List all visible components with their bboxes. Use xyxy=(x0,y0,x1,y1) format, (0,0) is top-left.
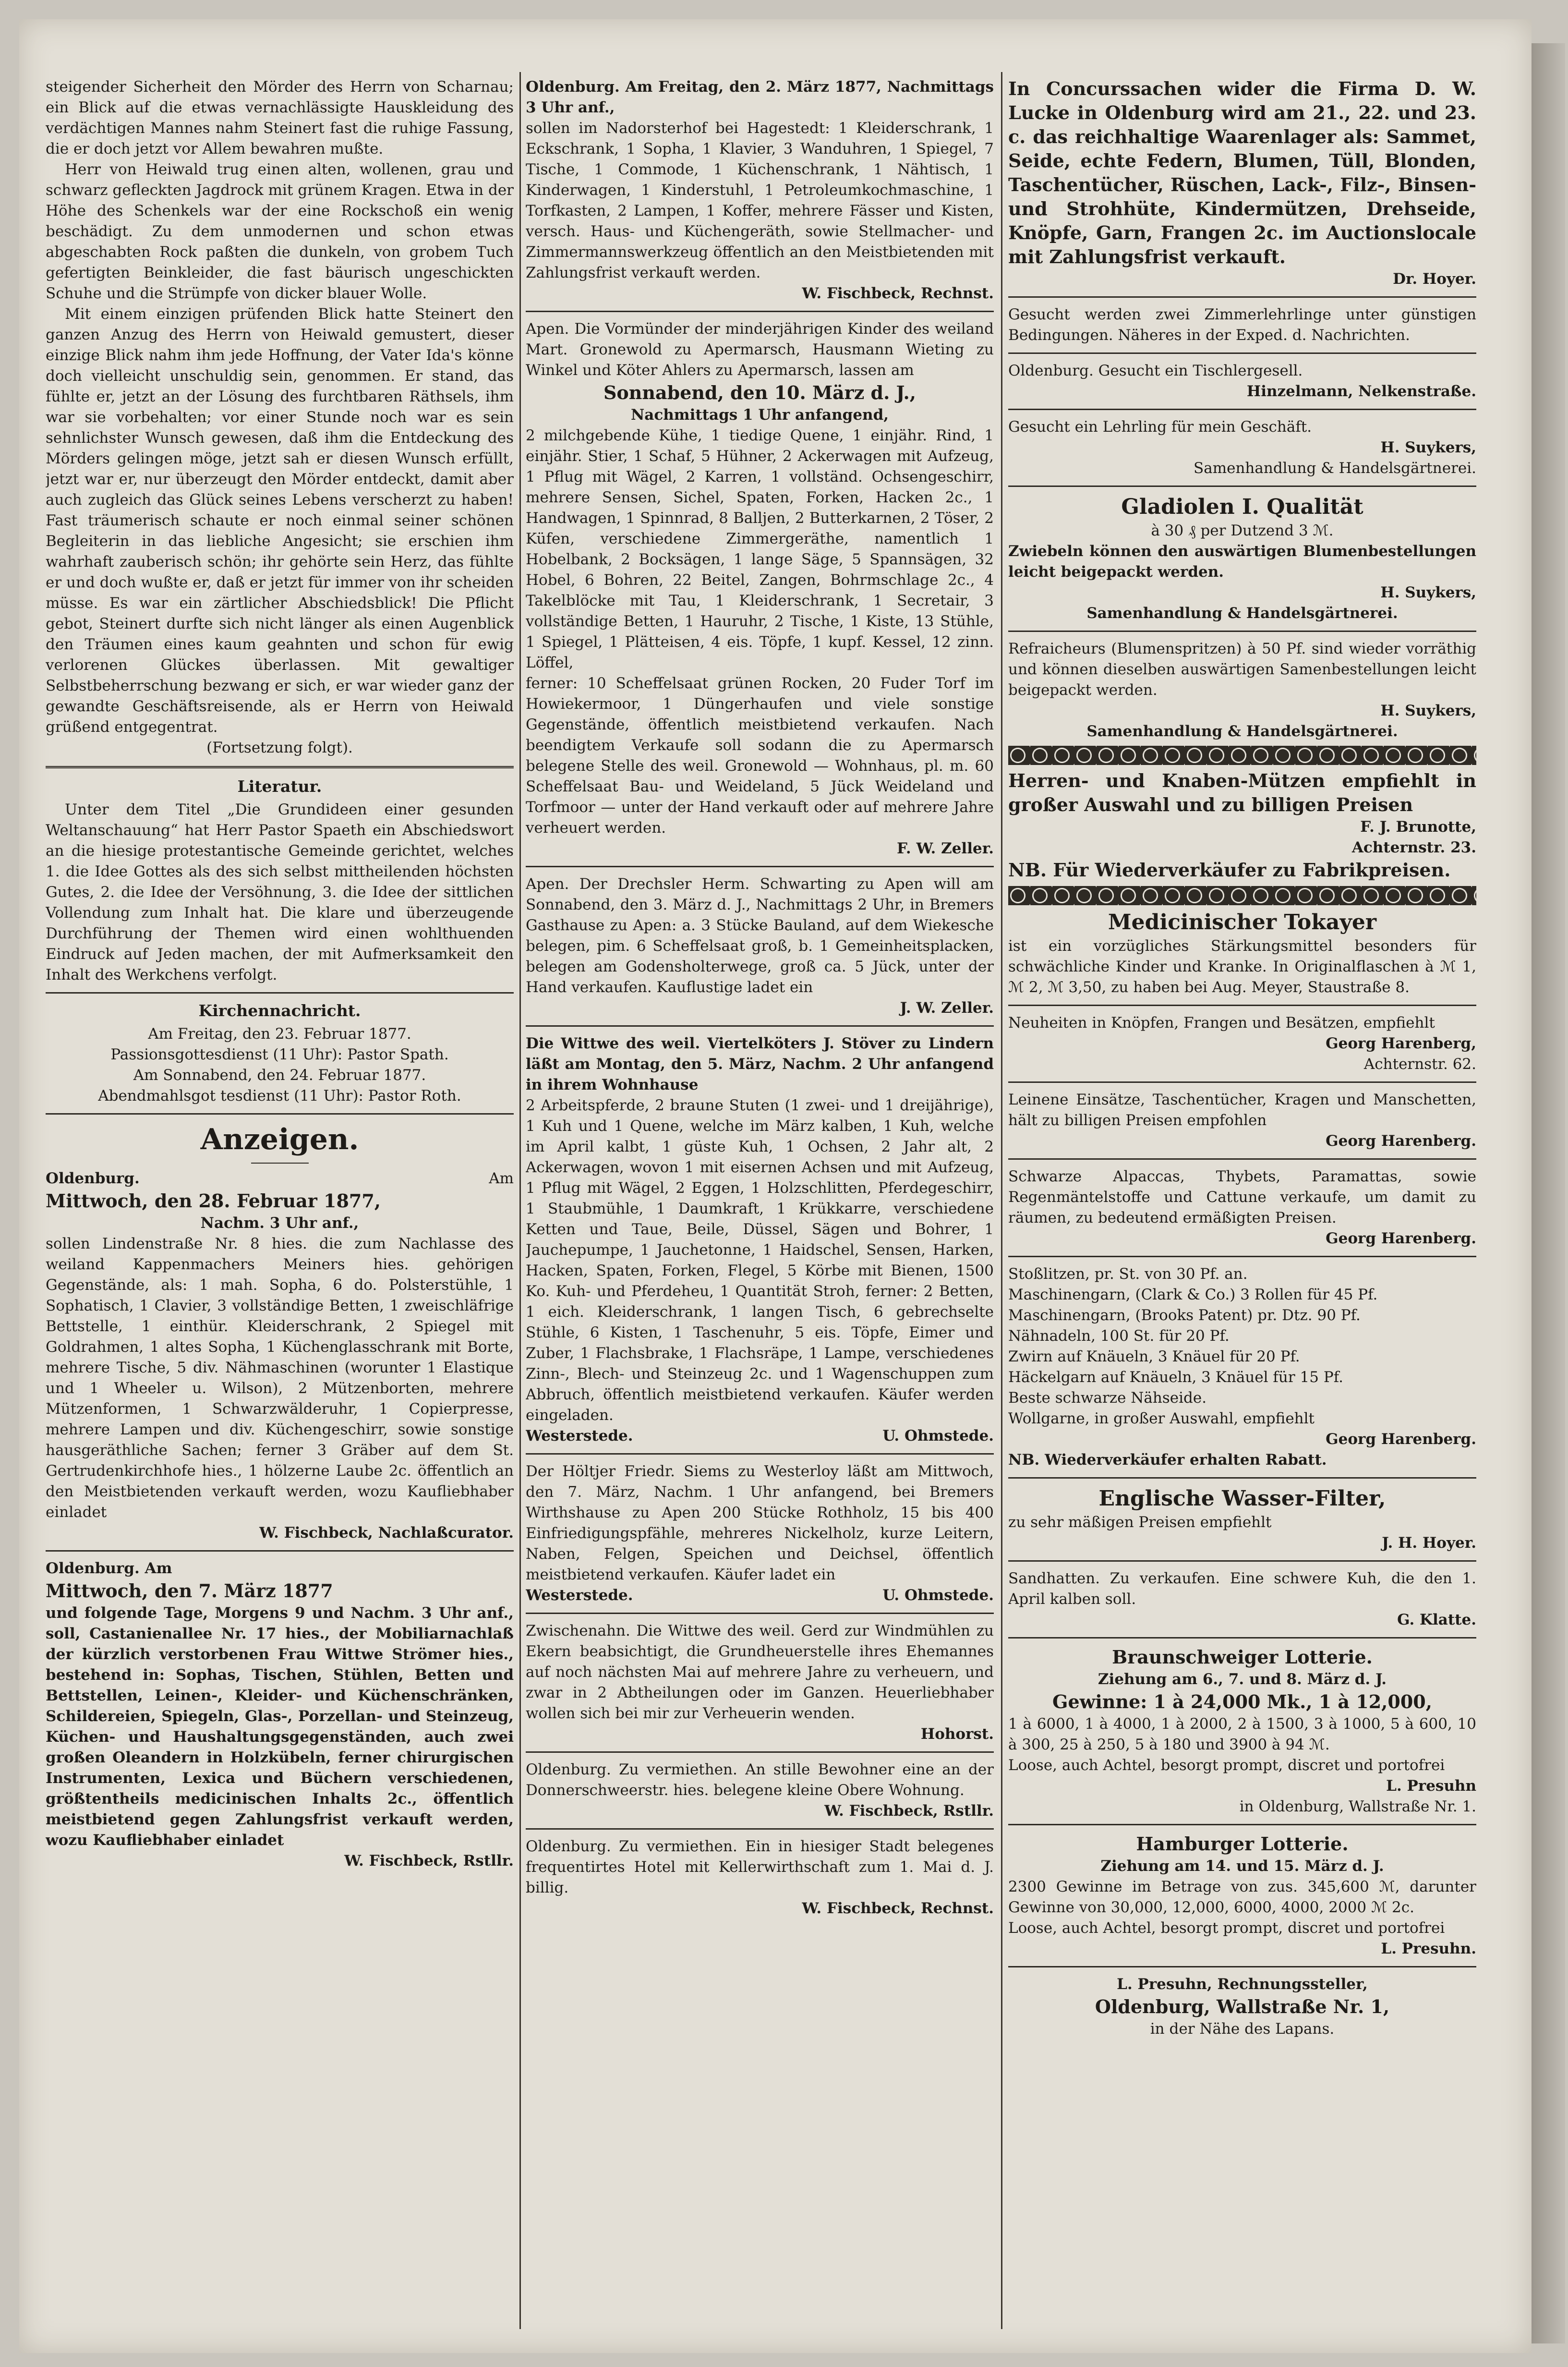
ad-text: Gesucht ein Lehrling für mein Geschäft. xyxy=(1008,418,1312,436)
lottery-heading: Ziehung am 6., 7. und 8. März d. J. xyxy=(1098,1671,1387,1688)
price-line: Maschinengarn, (Brooks Patent) pr. Dtz. 90 Pf. xyxy=(1008,1307,1361,1324)
ad-text: Oldenburg. Zu vermiethen. An stille Bewohner eine an der Donnerschweerstr. hies. belegene kleine Obere Wohnung. xyxy=(526,1761,994,1799)
column-2 xyxy=(526,77,994,2334)
ad-text: Sandhatten. Zu verkaufen. Eine schwere Kuh, die den 1. April kalben soll. xyxy=(1008,1570,1476,1608)
church-line: Am Freitag, den 23. Februar 1877. xyxy=(148,1025,411,1043)
divider xyxy=(1008,1158,1476,1160)
ad-text: Apen. Der Drechsler Herm. Schwarting zu Apen will am Sonnabend, den 3. März d. J., Nachmittags 2 Uhr, in Bremers Gasthause zu Apen: a. 3 Stücke Bauland, auf dem Wiekesche belegen, pim. 6 Scheffelsaat groß, b. 1 Gemeinheitsplacken, belegen am Godensholterwege, groß ca. 5 Jück, unter der Hand verkaufen. Kauflustige ladet ein xyxy=(526,875,994,996)
ad-place: Westerstede. xyxy=(526,1427,633,1444)
church-line: Passionsgottesdienst (11 Uhr): Pastor Spath. xyxy=(110,1046,449,1063)
divider xyxy=(526,1613,994,1614)
lottery-title: Hamburger Lotterie. xyxy=(1136,1833,1349,1855)
ad-text: sollen Lindenstraße Nr. 8 hies. die zum Nachlasse des weiland Kappenmachers Meiners hies. gehörigen Gegenstände, als: 1 mah. Sopha, 6 do. Polsterstühle, 1 Sophatisch, 1 Clavier, 3 vollständige Betten, 1 zweischläfrige Bettstelle, 1 einthür. Kleiderschrank, 2 Spiegel mit Goldrahmen, 1 altes Sopha, 1 Küchenglasschrank mit Borte, mehrere Tische, 5 div. Nähmaschinen (worunter 1 Elastique und 1 Wheeler u. Wilson), 2 Mützenborten, mehrere Mützenformen, 1 Schwarzwälderuhr, 1 Copierpresse, mehrere Lampen und div. Küchengeschirr, sowie sonstige hausgeräthliche Sachen; ferner 3 Gräber auf dem St. Gertrudenkirchhofe hies., 1 hölzerne Laube 2c. öffentlich an den Meistbietenden verkauft werden, wozu Kaufliebhaber einladet xyxy=(46,1235,514,1521)
divider xyxy=(1008,1637,1476,1639)
ad-title: Englische Wasser-Filter, xyxy=(1098,1486,1386,1511)
ad-footer xyxy=(526,1426,994,1446)
divider xyxy=(1008,409,1476,410)
church-line: Abendmahlsgot tesdienst (11 Uhr): Pastor Roth. xyxy=(98,1087,461,1105)
ad-text: Loose, auch Achtel, besorgt prompt, discret und portofrei xyxy=(1008,1757,1445,1774)
ad-signature: Dr. Hoyer. xyxy=(1393,270,1476,288)
ad-signature: U. Ohmstede. xyxy=(882,1587,994,1604)
ad-date: Mittwoch, den 28. Februar 1877, xyxy=(46,1190,381,1212)
ad-title: Medicinischer Tokayer xyxy=(1108,910,1377,935)
ad-place: Oldenburg. xyxy=(46,1170,140,1187)
ad-signature-line: in Oldenburg, Wallstraße Nr. 1. xyxy=(1239,1798,1476,1815)
ad-signature: J. W. Zeller. xyxy=(900,999,994,1017)
price-line: Beste schwarze Nähseide. xyxy=(1008,1389,1207,1407)
ad-date: Mittwoch, den 7. März 1877 xyxy=(46,1580,333,1602)
novel-paragraph: Mit einem einzigen prüfenden Blick hatte Steinert den ganzen Anzug des Herrn von Heiwald gemustert, dieser einzige Blick nahm ihm jede Hoffnung, der Vater Ida's könne doch vielleicht unschuldig sein, genommen. Er stand, das fühlte er, jetzt an der Lösung des furchtbaren Räthsels, ihm war sie vorbehalten; vor einer Stunde noch war es sein sehnlichster Wunsch gewesen, daß ihm die Entdeckung des Mörders gelingen möge, jetzt sah er diesen Wunsch erfüllt, jetzt war er, nur überzeugt den Mörder entdeckt, damit aber auch zugleich das Glück seines Lebens verscherzt zu haben! Fast träumerisch schaute er noch einmal seiner schönen Begleiterin in das liebliche Angesicht; sie erschien ihm wahrhaft zauberisch schön; ihr gehörte sein Herz, das fühlte er und doch wußte er, daß er jetzt für immer von ihr scheiden müsse. Es war ein zärtlicher Abschiedsblick! Die Pflicht gebot, Steinert durfte sich nicht länger als einen Augenblick den Träumen eines kaum geahnten und schon für ewig verlorenen Glückes überlassen. Mit gewaltiger Selbstbeherrschung bezwang er sich, er war wieder ganz der gewandte Geschäftsreisende, als er Herrn von Heiwald grüßend entgegentrat. xyxy=(46,305,514,736)
ad-signature: Georg Harenberg. xyxy=(1326,1230,1476,1247)
ad-text: 2 Arbeitspferde, 2 braune Stuten (1 zwei- und 1 dreijährige), 1 Kuh und 1 Quene, welche im März kalben, 1 Kuh, welche im April kalbt, 1 güste Kuh, 1 Ochsen, 2 Jahr alt, 2 Ackerwagen, wovon 1 mit eisernen Achsen und mit Aufzeug, 1 Pflug mit Wägel, 2 Eggen, 1 Holzschlitten, Pferdegeschirr, 1 Staubmühle, 1 Daumkraft, 1 Krükkarre, verschiedene Ketten und Taue, Beile, Düssel, Sägen und Bohrer, 1 Jauchepumpe, 1 Jauchetonne, 1 Haidschel, Sensen, Harken, Hacken, Spaten, Forken, Flegel, 5 Körbe mit Bienen, 1500 Ko. Kuh- und Pferdeheu, 1 Quantität Stroh, ferner: 2 Betten, 1 eich. Kleiderschrank, 1 langen Tisch, 6 gebrechselte Stühle, 6 Kisten, 1 Taschenuhr, 5 eis. Töpfe, Eimer und Zuber, 1 Flachsbrake, 1 Flachsräpe, 1 Lampe, verschiedenes Zinn-, Blech- und Steinzeug 2c. und 1 Wagenschuppen zum Abbruch, öffentlich meistbietend verkaufen. Käufer werden eingeladen. xyxy=(526,1097,994,1424)
ad-place-row xyxy=(46,1168,514,1189)
ad-signature: L. Presuhn. xyxy=(1381,1940,1476,1957)
ad-text: Zwiebeln können den auswärtigen Blumenbestellungen leicht beigepackt werden. xyxy=(1008,543,1476,581)
address-line: Oldenburg, Wallstraße Nr. 1, xyxy=(1095,1996,1390,2017)
ad-text: Refraicheurs (Blumenspritzen) à 50 Pf. sind wieder vorräthig und können dieselben auswärtigen Samenbestellungen leicht beigepackt werden. xyxy=(1008,640,1476,699)
column-1 xyxy=(46,77,514,2334)
ad-text: sollen im Nadorsterhof bei Hagestedt: 1 Kleiderschrank, 1 Eckschrank, 1 Sopha, 1 Klavier, 3 Wanduhren, 1 Spiegel, 7 Tische, 1 Commode, 1 Küchenschrank, 1 Nähtisch, 1 Kinderwagen, 1 Kinderstuhl, 1 Petroleumkochmaschine, 1 Torfkasten, 2 Lampen, 1 Koffer, mehrere Fässer und Kisten, versch. Haus- und Küchengeräth, sowie Stellmacher- und Zimmermannswerkzeug öffentlich an den Meistbietenden mit Zahlungsfrist verkauft werden. xyxy=(526,120,994,281)
address-line: L. Presuhn, Rechnungssteller, xyxy=(1117,1976,1368,1993)
ornament-border xyxy=(1008,886,1476,905)
address-line: in der Nähe des Lapans. xyxy=(1150,2020,1335,2038)
divider xyxy=(526,1025,994,1027)
ad-text: In Concurssachen wider die Firma D. W. Lucke in Oldenburg wird am 21., 22. und 23. c. das reichhaltige Waarenlager als: Sammet, Seide, echte Federn, Blumen, Tüll, Blonden, Taschentücher, Rüschen, Lack-, Filz-, Binsen- und Strohhüte, Kindermützen, Drehseide, Knöpfe, Garn, Frangen 2c. im Auctionslocale mit Zahlungsfrist verkauft. xyxy=(1008,78,1476,267)
ad-footer xyxy=(526,1585,994,1606)
price-line: Zwirn auf Knäueln, 3 Knäuel für 20 Pf. xyxy=(1008,1348,1300,1365)
divider xyxy=(526,1751,994,1753)
ad-place: Oldenburg. Am xyxy=(46,1560,172,1577)
ad-signature-line: Achternstr. 62. xyxy=(1363,1056,1476,1073)
lottery-title: Braunschweiger Lotterie. xyxy=(1112,1646,1373,1668)
column-rule xyxy=(519,72,521,2329)
divider xyxy=(1008,1560,1476,1562)
ad-am: Am xyxy=(489,1170,514,1187)
ad-signature: U. Ohmstede. xyxy=(882,1427,994,1444)
ad-signature: G. Klatte. xyxy=(1397,1611,1476,1628)
literature-heading: Literatur. xyxy=(237,777,322,796)
ad-text: 2 milchgebende Kühe, 1 tiedige Quene, 1 einjähr. Rind, 1 einjähr. Stier, 1 Schaf, 5 Hühner, 2 Ackerwagen mit Aufzeug, 1 Pflug mit Wägel, 2 Karren, 1 vollständ. Ochsengeschirr, mehrere Sensen, Sichel, Spaten, Forken, Hacken 2c., 1 Handwagen, 1 Spinnrad, 8 Balljen, 2 Butterkarnen, 2 Töser, 2 Küfen, verschiedene Zimmergeräthe, namentlich 1 Hobelbank, 2 Bocksägen, 1 lange Säge, 5 Spannsägen, 32 Hobel, 6 Bohren, 22 Beitel, Zangen, Bohrmschlage 2c., 4 Takelblöcke mit Tau, 1 Kleiderschrank, 1 Secretair, 3 vollständige Betten, 1 Hauruhr, 2 Tische, 1 Kiste, 13 Stühle, 1 Spiegel, 1 Plätteisen, 4 eis. Töpfe, 1 kupf. Kessel, 12 zinn. Löffel, xyxy=(526,427,994,671)
divider xyxy=(1008,296,1476,298)
divider xyxy=(46,1113,514,1115)
ad-text: Apen. Die Vormünder der minderjährigen Kinder des weiland Mart. Gronewold zu Apermarsch, Hausmann Wieting zu Winkel und Köter Ahlers zu Apermarsch, lassen am xyxy=(526,320,994,379)
ad-price: à 30 ₰ per Dutzend 3 ℳ. xyxy=(1151,522,1334,539)
divider xyxy=(1008,631,1476,632)
lottery-heading: Ziehung am 14. und 15. März d. J. xyxy=(1100,1857,1384,1875)
ad-signature: L. Presuhn xyxy=(1386,1777,1476,1795)
church-heading: Kirchennachricht. xyxy=(198,1001,361,1020)
ad-heading: Die Wittwe des weil. Viertelköters J. Stöver zu Lindern läßt am Montag, den 5. März, Nachm. 2 Uhr anfangend in ihrem Wohnhause xyxy=(526,1035,994,1093)
column-rule xyxy=(1001,72,1002,2329)
ad-title: Gladiolen I. Qualität xyxy=(1121,495,1363,519)
divider xyxy=(1008,1081,1476,1083)
ad-time: Nachm. 3 Uhr anf., xyxy=(200,1214,359,1232)
divider xyxy=(1008,1005,1476,1006)
ad-signature: W. Fischbeck, Rechnst. xyxy=(802,1900,994,1917)
divider xyxy=(1008,1824,1476,1825)
ad-signature: Hinzelmann, Nelkenstraße. xyxy=(1246,383,1476,400)
ad-note: NB. Für Wiederverkäufer zu Fabrikpreisen. xyxy=(1008,859,1451,881)
ad-signature: H. Suykers, xyxy=(1380,439,1476,456)
divider xyxy=(1008,352,1476,354)
church-line: Am Sonnabend, den 24. Februar 1877. xyxy=(133,1067,426,1084)
divider xyxy=(46,992,514,994)
ad-text: 2300 Gewinne im Betrage von zus. 345,600 ℳ, darunter Gewinne von 30,000, 12,000, 6000, 4000, 2000 ℳ 2c. xyxy=(1008,1878,1476,1916)
ad-signature: Georg Harenberg. xyxy=(1326,1132,1476,1150)
divider xyxy=(526,1453,994,1455)
ad-signature: W. Fischbeck, Nachlaßcurator. xyxy=(259,1524,514,1542)
divider xyxy=(526,1828,994,1830)
page-edge xyxy=(1532,43,1565,2343)
column-3 xyxy=(1008,77,1476,2334)
price-line: Häckelgarn auf Knäueln, 3 Knäuel für 15 Pf. xyxy=(1008,1369,1343,1386)
ad-signature: W. Fischbeck, Rechnst. xyxy=(802,285,994,302)
ad-signature: Georg Harenberg, xyxy=(1326,1035,1476,1052)
ornament-border xyxy=(1008,746,1476,765)
divider xyxy=(1008,1477,1476,1479)
ad-signature: H. Suykers, xyxy=(1380,702,1476,719)
ad-signature-line: Achternstr. 23. xyxy=(1351,839,1476,856)
novel-continuation: (Fortsetzung folgt). xyxy=(206,739,353,756)
ad-signature: Georg Harenberg. xyxy=(1326,1431,1476,1448)
ad-place: Westerstede. xyxy=(526,1587,633,1604)
price-line: Stoßlitzen, pr. St. von 30 Pf. an. xyxy=(1008,1265,1248,1283)
ad-text: 1 à 6000, 1 à 4000, 1 à 2000, 2 à 1500, 3 à 1000, 5 à 600, 10 à 300, 25 à 250, 5 à 180 und 3900 à 94 ℳ. xyxy=(1008,1715,1476,1753)
ad-signature-line: Samenhandlung & Handelsgärtnerei. xyxy=(1193,460,1476,477)
ad-signature: W. Fischbeck, Rstllr. xyxy=(344,1852,514,1869)
ad-signature: F. W. Zeller. xyxy=(897,840,994,857)
ad-time: Nachmittags 1 Uhr anfangend, xyxy=(630,406,889,424)
ad-signature-line: Samenhandlung & Handelsgärtnerei. xyxy=(1086,723,1398,740)
divider xyxy=(526,866,994,867)
ad-signature: J. H. Hoyer. xyxy=(1382,1534,1476,1552)
divider xyxy=(46,1550,514,1552)
ad-date: Sonnabend, den 10. März d. J., xyxy=(603,382,917,403)
divider xyxy=(526,311,994,312)
ad-text: zu sehr mäßigen Preisen empfiehlt xyxy=(1008,1514,1272,1531)
ad-text: Leinene Einsätze, Taschentücher, Kragen und Manschetten, hält zu billigen Preisen empfohlen xyxy=(1008,1091,1476,1129)
ad-text: Oldenburg. Zu vermiethen. Ein in hiesiger Stadt belegenes frequentirtes Hotel mit Kellerwirthschaft zum 1. Mai d. J. billig. xyxy=(526,1838,994,1896)
ad-text: ist ein vorzügliches Stärkungsmittel besonders für schwächliche Kinder und Kranke. In Originalflaschen à ℳ 1, ℳ 2, ℳ 3,50, zu haben bei Aug. Meyer, Staustraße 8. xyxy=(1008,937,1476,996)
divider xyxy=(46,766,514,768)
ad-heading: Oldenburg. Am Freitag, den 2. März 1877, Nachmittags 3 Uhr anf., xyxy=(526,78,994,116)
literature-text: Unter dem Titel „Die Grundideen einer gesunden Weltanschauung“ hat Herr Pastor Spaeth ein Abschiedswort an die hiesige protestantische Gemeinde gerichtet, welches 1. die Idee Gottes als des sich selbst mittheilenden höchsten Gutes, 2. die Idee der Versöhnung, 3. die Idee der sittlichen Vollendung zum Inhalt hat. Die klare und überzeugende Durchführung der Themen wird einen wohlthuenden Eindruck auf Jeden machen, der mit Aufmerksamkeit den Inhalt des Werkchens verfolgt. xyxy=(46,801,514,983)
ad-text: Gesucht werden zwei Zimmerlehrlinge unter günstigen Bedingungen. Näheres in der Exped. d. Nachrichten. xyxy=(1008,306,1476,344)
divider xyxy=(1008,486,1476,487)
ad-signature-line: Samenhandlung & Handelsgärtnerei. xyxy=(1086,605,1398,622)
ad-signature: F. J. Brunotte, xyxy=(1360,818,1476,836)
ad-text: und folgende Tage, Morgens 9 und Nachm. 3 Uhr anf., soll, Castanienallee Nr. 17 hies., der Mobiliarnachlaß der kürzlich verstorbenen Frau Wittwe Strömer hies., bestehend in: Sophas, Tischen, Stühlen, Betten und Bettstellen, Leinen-, Kleider- und Küchenschränken, Schildereien, Spiegeln, Glas-, Porzellan- und Steinzeug, Küchen- und Haushaltungsgegenständen, auch zwei großen Oleandern in Holzkübeln, ferner chirurgischen Instrumenten, Lexica und Büchern verschiedenen, größtentheils medicinischen Inhalts 2c., öffentlich meistbietend gegen Zahlungsfrist verkauft werden, wozu Kaufliebhaber einladet xyxy=(46,1604,514,1849)
ad-text: Neuheiten in Knöpfen, Frangen und Besätzen, empfiehlt xyxy=(1008,1014,1435,1032)
newspaper-page xyxy=(19,19,1532,2353)
price-line: Nähnadeln, 100 St. für 20 Pf. xyxy=(1008,1327,1230,1345)
ads-heading: Anzeigen. xyxy=(200,1123,359,1156)
ad-text: Zwischenahn. Die Wittwe des weil. Gerd zur Windmühlen zu Ekern beabsichtigt, die Grundheuerstelle ihres Ehemannes auf noch nächsten Mai auf mehrere Jahre zu verheuern, und zwar in 2 Abtheilungen oder im Ganzen. Heuerliebhaber wollen sich bei mir zur Verheuerin wenden. xyxy=(526,1622,994,1722)
ad-text: ferner: 10 Scheffelsaat grünen Rocken, 20 Fuder Torf im Howiekermoor, 1 Düngerhaufen und viele sonstige Gegenstände, öffentlich meistbietend verkaufen. Nach beendigtem Verkaufe soll sodann die zu Apermarsch belegene Stelle des weil. Gronewold — Wohnhaus, pl. m. 60 Scheffelsaat Bau- und Weideland, 5 Jück Weideland und Torfmoor — unter der Hand verkauft oder auf mehrere Jahre verheuert werden. xyxy=(526,675,994,837)
price-line: Wollgarne, in großer Auswahl, empfiehlt xyxy=(1008,1410,1315,1427)
ad-text: Oldenburg. Gesucht ein Tischlergesell. xyxy=(1008,362,1303,379)
ad-text: Loose, auch Achtel, besorgt prompt, discret und portofrei xyxy=(1008,1919,1445,1937)
divider xyxy=(1008,1256,1476,1257)
lottery-prizes: Gewinne: 1 à 24,000 Mk., 1 à 12,000, xyxy=(1052,1691,1432,1712)
novel-paragraph: Herr von Heiwald trug einen alten, wollenen, grau und schwarz gefleckten Jagdrock mit grünem Kragen. Etwa in der Höhe des Schenkels war der eine Rockschoß ein wenig beschädigt. Zu dem unmodernen und schon etwas abgeschabten Rock paßten die dunkeln, von grobem Tuch gefertigten Beinkleider, die fast bäurisch ungeschickten Schuhe und die Strümpfe von dicker blauer Wolle. xyxy=(46,161,514,302)
novel-paragraph: steigender Sicherheit den Mörder des Herrn von Scharnau; ein Blick auf die etwas vernachlässigte Hauskleidung des verdächtigen Mannes nahm Steinert fast die ruhige Fassung, die er doch jetzt vor Allem bewahren mußte. xyxy=(46,78,514,158)
divider xyxy=(251,1163,309,1164)
ad-signature: Hohorst. xyxy=(920,1725,994,1743)
ad-signature: H. Suykers, xyxy=(1380,584,1476,601)
ad-note: NB. Wiederverkäufer erhalten Rabatt. xyxy=(1008,1451,1327,1469)
divider xyxy=(1008,1966,1476,1967)
ad-text: Der Höltjer Friedr. Siems zu Westerloy läßt am Mittwoch, den 7. März, Nachm. 1 Uhr anfangend, bei Bremers Wirthshause zu Apen 200 Stücke Rothholz, 15 bis 400 Einfriedigungspfähle, mehreres Nickelholz, kurze Leitern, Naben, Felgen, Speichen und Deichsel, öffentlich meistbietend verkaufen. Käufer ladet ein xyxy=(526,1463,994,1583)
ad-signature: W. Fischbeck, Rstllr. xyxy=(824,1802,994,1820)
ad-text: Schwarze Alpaccas, Thybets, Paramattas, sowie Regenmäntelstoffe und Cattune verkaufe, um damit zu räumen, zu bedeutend ermäßigten Preisen. xyxy=(1008,1168,1476,1226)
ad-text: Herren- und Knaben-Mützen empfiehlt in großer Auswahl und zu billigen Preisen xyxy=(1008,770,1476,815)
price-line: Maschinengarn, (Clark & Co.) 3 Rollen für 45 Pf. xyxy=(1008,1286,1378,1303)
